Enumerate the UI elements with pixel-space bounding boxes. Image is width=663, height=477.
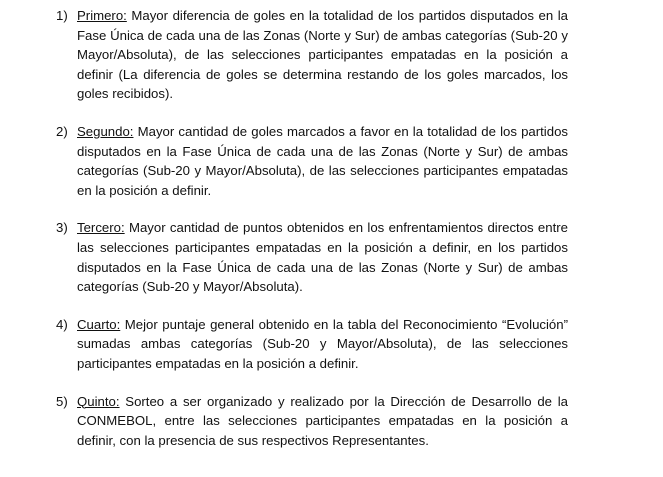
criterion-text: Mayor cantidad de goles marcados a favor en la totalidad de los partidos disputados en la Fase Única de cada una de las Zonas (Norte y Sur) de ambas categorías (Sub-20 y Mayor/Absoluta), de las selecciones participantes empatadas en la posición a definir. (77, 123, 569, 198)
criterion-number: 4) (56, 316, 68, 332)
criterion-label: Cuarto: (77, 316, 121, 332)
criterion-label: Quinto: (77, 393, 120, 409)
criterion-item-1 (56, 6, 568, 104)
criterion-text: Sorteo a ser organizado y realizado por la Dirección de Desarrollo de la CONMEBOL, entre las selecciones participantes empatadas en la posición a definir, con la presencia de sus respectivos Representantes. (77, 393, 569, 448)
criterion-item-4 (56, 315, 568, 374)
criterion-label: Primero: (77, 8, 127, 23)
criterion-number: 5) (56, 393, 68, 409)
criterion-number: 1) (56, 8, 68, 23)
criterion-number: 3) (56, 220, 68, 236)
criterion-text: Mejor puntaje general obtenido en la tabla del Reconocimiento “Evolución” sumadas ambas categorías (Sub-20 y Mayor/Absoluta), de las selecciones participantes empatadas en la posición a definir. (77, 316, 568, 371)
criterion-label: Tercero: (77, 220, 125, 236)
criterion-label: Segundo: (77, 123, 134, 139)
criterion-text: Mayor cantidad de puntos obtenidos en los enfrentamientos directos entre las selecciones participantes empatadas en la posición a definir, en los partidos disputados en la Fase Única de cada una de las Zonas (Norte y Sur) de ambas categorías (Sub-20 y Mayor/Absoluta). (77, 220, 568, 295)
tiebreak-criteria-list (56, 6, 568, 468)
criterion-text: Mayor diferencia de goles en la totalidad de los partidos disputados en la Fase Única de cada una de las Zonas (Norte y Sur) de ambas categorías (Sub-20 y Mayor/Absoluta), de las selecciones participantes empatadas en la posición a definir (La diferencia de goles se determina restando de los goles marcados, los goles recibidos). (77, 8, 568, 102)
criterion-item-5 (56, 392, 568, 451)
criterion-item-2 (56, 122, 568, 200)
criterion-number: 2) (56, 123, 68, 139)
criterion-item-3 (56, 218, 568, 296)
